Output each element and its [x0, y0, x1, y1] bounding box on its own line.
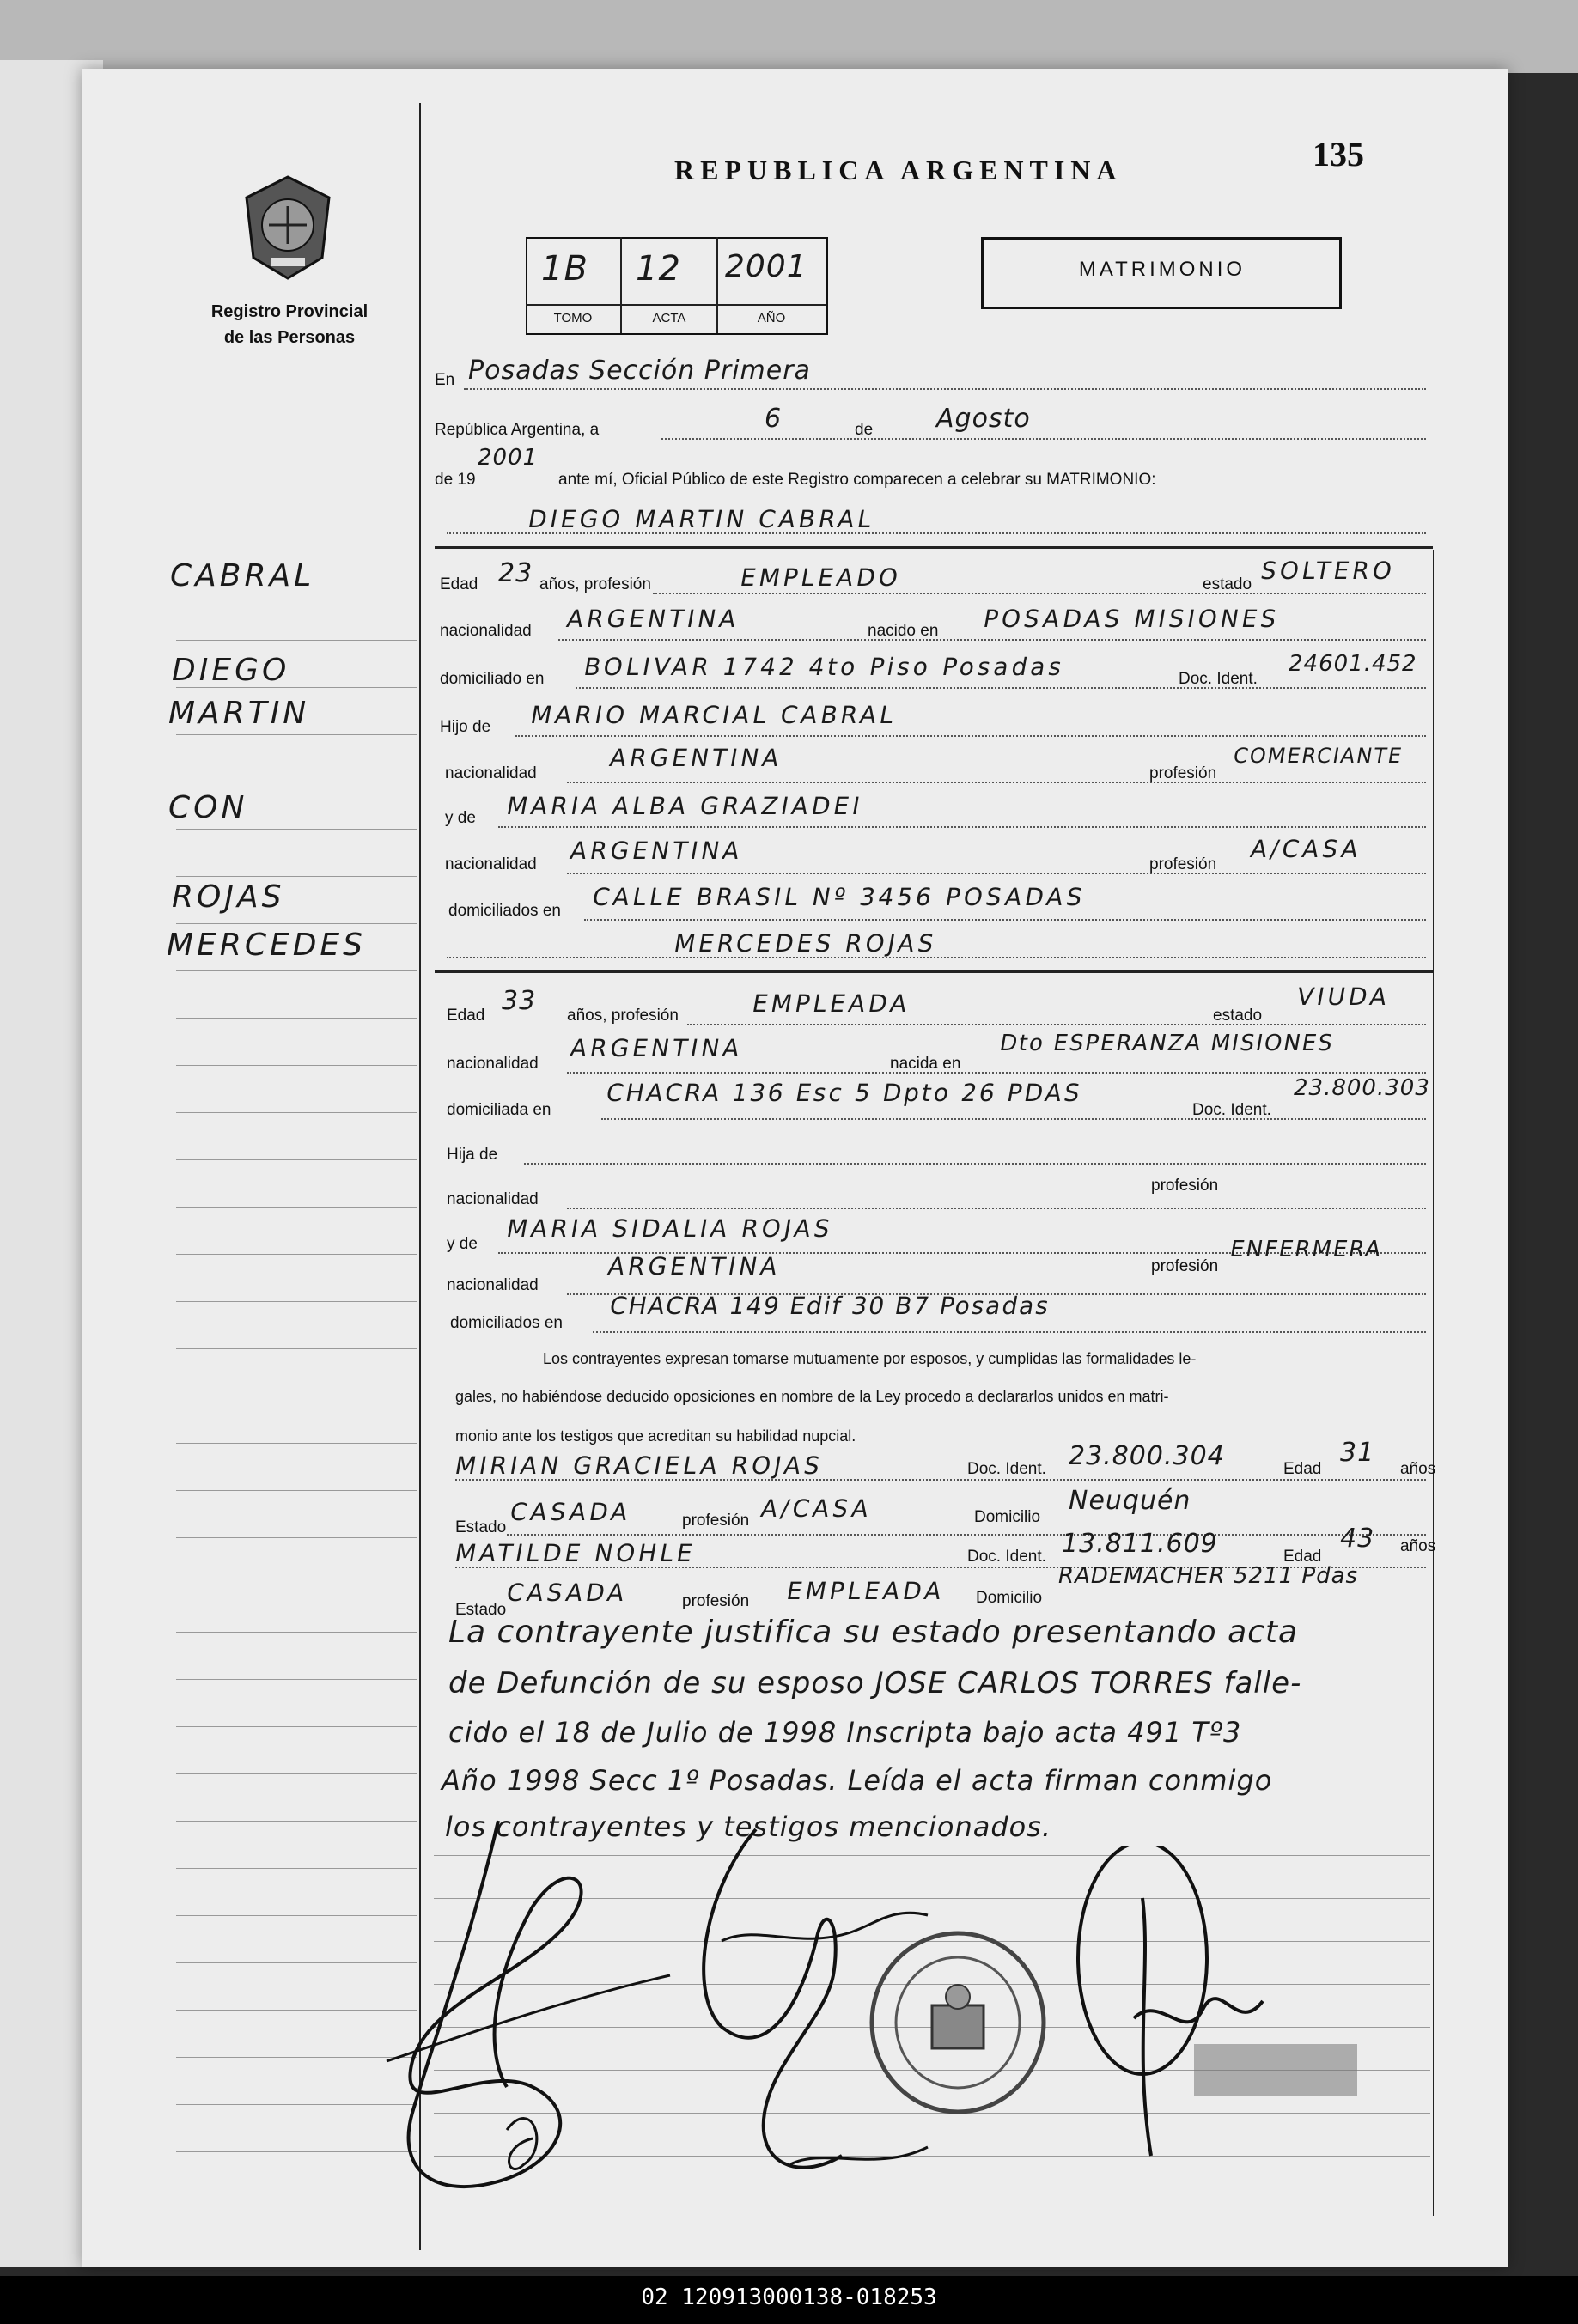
witness2-name: MATILDE NOHLE — [453, 1539, 698, 1567]
de-label: de — [855, 421, 874, 439]
bride-estado: VIUDA — [1295, 983, 1393, 1011]
fill-line — [567, 873, 1426, 874]
tomo-value: 1B — [541, 249, 588, 289]
registration-month: Agosto — [936, 404, 1031, 434]
margin-given-name: DIEGO — [172, 653, 290, 688]
witness2-prof-label: profesión — [682, 1592, 750, 1610]
margin-middle-name: MARTIN — [168, 696, 310, 731]
groom-full-name: DIEGO MARTIN CABRAL — [526, 505, 877, 533]
witness2-estado-label: Estado — [455, 1601, 507, 1619]
fill-line — [567, 1208, 1426, 1209]
witness1-estado: CASADA — [508, 1498, 634, 1526]
groom-father-prof: COMERCIANTE — [1231, 744, 1405, 768]
notes-line1: La contrayente justifica su estado presentando acta — [448, 1615, 1299, 1650]
fill-line — [447, 957, 1426, 958]
groom-estado: SOLTERO — [1258, 557, 1398, 585]
registration-year: 2001 — [478, 445, 539, 471]
bride-mother-nat-label: nacionalidad — [447, 1276, 539, 1294]
groom-father-nat-label: nacionalidad — [445, 764, 537, 782]
fill-line — [515, 735, 1426, 737]
fill-line — [567, 1072, 1426, 1074]
bride-doc-label: Doc. Ident. — [1192, 1101, 1271, 1119]
witness2-domicile: RADEMACHER 5211 Pdas — [1058, 1563, 1359, 1589]
acta-label: ACTA — [652, 311, 686, 325]
bride-parents-address: CHACRA 149 Edif 30 B7 Posadas — [607, 1292, 1053, 1320]
bride-nationality-label: nacionalidad — [447, 1055, 539, 1073]
ano-value: 2001 — [725, 249, 807, 284]
margin-con: CON — [168, 790, 248, 825]
bride-doc: 23.800.303 — [1294, 1075, 1430, 1101]
official-seal-stamp — [863, 1928, 1052, 2117]
bride-mother-label: y de — [447, 1235, 478, 1253]
groom-nationality-label: nacionalidad — [440, 622, 532, 640]
fill-line — [498, 826, 1426, 828]
witness2-doc-label: Doc. Ident. — [967, 1548, 1046, 1566]
bride-profession-label: años, profesión — [567, 1007, 679, 1025]
groom-birthplace-label: nacido en — [868, 622, 939, 640]
groom-address: BOLIVAR 1742 4to Piso Posadas — [582, 653, 1068, 681]
fill-line — [593, 1331, 1426, 1333]
ano-label: AÑO — [757, 311, 786, 325]
book-binding-edge — [0, 0, 1578, 73]
witness1-profession: A/CASA — [759, 1494, 874, 1523]
margin-bride-name: MERCEDES — [167, 928, 367, 963]
fill-line — [524, 1163, 1426, 1165]
registry-name-line2: de las Personas — [223, 328, 356, 347]
witness1-doc: 23.800.304 — [1069, 1441, 1225, 1471]
bride-estado-label: estado — [1213, 1007, 1263, 1025]
republica-label: República Argentina, a — [435, 421, 600, 439]
bride-age: 33 — [502, 986, 537, 1016]
right-border — [1433, 550, 1434, 2216]
declaration-line3: monio ante los testigos que acreditan su habilidad nupcial. — [455, 1427, 856, 1445]
groom-father: MARIO MARCIAL CABRAL — [528, 701, 899, 729]
witness1-prof-label: profesión — [682, 1512, 750, 1530]
bride-birthplace: Dto ESPERANZA MISIONES — [997, 1031, 1337, 1056]
fill-line — [601, 1118, 1426, 1120]
groom-doc: 24601.452 — [1289, 651, 1417, 677]
witness2-estado: CASADA — [504, 1579, 631, 1607]
groom-age-label: Edad — [440, 575, 478, 593]
statement-text: ante mí, Oficial Público de este Registro comparecen a celebrar su MATRIMONIO: — [558, 471, 1156, 489]
witness1-doc-label: Doc. Ident. — [967, 1460, 1046, 1478]
bride-parents-address-label: domiciliados en — [450, 1314, 563, 1332]
groom-parents-address-label: domiciliados en — [448, 902, 561, 920]
witness2-anos-label: años — [1400, 1537, 1436, 1555]
fill-line — [558, 639, 1426, 641]
fill-line — [567, 782, 1426, 783]
provincial-crest-icon — [236, 172, 339, 283]
tomo-label: TOMO — [553, 311, 593, 325]
margin-surname: CABRAL — [170, 558, 315, 593]
declaration-line1: Los contrayentes expresan tomarse mutuamente por esposos, y cumplidas las formalidades le- — [543, 1350, 1197, 1367]
section-divider — [435, 546, 1433, 549]
groom-profession-label: años, profesión — [539, 575, 651, 593]
bride-full-name: MERCEDES ROJAS — [672, 929, 940, 958]
groom-mother-nat-label: nacionalidad — [445, 855, 537, 873]
scan-caption-bar — [0, 2276, 1578, 2324]
groom-mother-prof: A/CASA — [1248, 835, 1364, 863]
notes-line5: los contrayentes y testigos mencionados. — [445, 1810, 1052, 1843]
fill-line — [576, 687, 1426, 689]
fill-line — [464, 388, 1426, 390]
groom-age: 23 — [498, 558, 533, 588]
bride-age-label: Edad — [447, 1007, 485, 1025]
section-divider — [435, 970, 1433, 973]
declaration-line2: gales, no habiéndose deducido oposiciones en nombre de la Ley procedo a declararlos unidos en matri- — [455, 1388, 1169, 1405]
groom-father-prof-label: profesión — [1149, 764, 1217, 782]
notes-line3: cido el 18 de Julio de 1998 Inscripta bajo acta 491 Tº3 — [448, 1716, 1242, 1749]
margin-bride-surname: ROJAS — [172, 879, 285, 915]
de19-label: de 19 — [435, 471, 476, 489]
groom-mother-nat: ARGENTINA — [568, 837, 746, 865]
fill-line — [687, 1024, 1426, 1025]
fill-line — [455, 1479, 1426, 1481]
acta-value: 12 — [636, 249, 681, 289]
groom-mother-prof-label: profesión — [1149, 855, 1217, 873]
groom-address-label: domiciliado en — [440, 670, 545, 688]
groom-estado-label: estado — [1203, 575, 1252, 593]
bride-nationality: ARGENTINA — [568, 1034, 746, 1062]
bride-mother-prof: ENFERMERA — [1228, 1237, 1385, 1262]
registry-name-line1: Registro Provincial — [210, 302, 369, 321]
witness2-age-label: Edad — [1283, 1548, 1322, 1566]
witness2-age: 43 — [1340, 1524, 1375, 1554]
witness1-domicile-label: Domicilio — [974, 1508, 1041, 1526]
bride-mother-nat: ARGENTINA — [606, 1252, 783, 1281]
country-title: REPUBLICA ARGENTINA — [674, 155, 1123, 186]
fill-line — [507, 1534, 1426, 1536]
groom-profession: EMPLEADO — [738, 563, 904, 592]
witness1-name: MIRIAN GRACIELA ROJAS — [453, 1451, 826, 1480]
bride-address: CHACRA 136 Esc 5 Dpto 26 PDAS — [604, 1079, 1085, 1107]
groom-birthplace: POSADAS MISIONES — [981, 605, 1283, 633]
witness2-domicile-label: Domicilio — [976, 1589, 1043, 1607]
groom-doc-label: Doc. Ident. — [1179, 670, 1258, 688]
bride-father-nat-label: nacionalidad — [447, 1190, 539, 1208]
record-type: MATRIMONIO — [1078, 258, 1246, 281]
witness1-age-label: Edad — [1283, 1460, 1322, 1478]
witness2-profession: EMPLEADA — [784, 1577, 947, 1605]
bride-mother: MARIA SIDALIA ROJAS — [504, 1214, 836, 1243]
image-id: 02_120913000138-018253 — [641, 2284, 937, 2310]
fill-line — [584, 919, 1426, 921]
witness1-estado-label: Estado — [455, 1518, 507, 1536]
en-label: En — [435, 371, 455, 389]
registration-day: 6 — [765, 404, 783, 434]
groom-nationality: ARGENTINA — [564, 605, 742, 633]
bride-profession: EMPLEADA — [750, 989, 913, 1018]
bride-father-prof-label: profesión — [1151, 1177, 1219, 1195]
witness1-anos-label: años — [1400, 1460, 1436, 1478]
notes-line4: Año 1998 Secc 1º Posadas. Leída el acta firman conmigo — [442, 1764, 1273, 1797]
groom-father-label: Hijo de — [440, 718, 491, 736]
groom-father-nat: ARGENTINA — [607, 744, 785, 772]
registration-place: Posadas Sección Primera — [468, 356, 811, 386]
bride-address-label: domiciliada en — [447, 1101, 551, 1119]
fill-line — [653, 593, 1426, 594]
witness1-age: 31 — [1340, 1438, 1375, 1468]
fill-line — [447, 532, 1426, 534]
box-divider — [526, 304, 826, 306]
officer-signature — [1057, 1846, 1383, 2173]
bride-mother-prof-label: profesión — [1151, 1257, 1219, 1275]
page-number: 135 — [1313, 135, 1364, 173]
groom-mother-label: y de — [445, 809, 476, 827]
groom-parents-address: CALLE BRASIL Nº 3456 POSADAS — [590, 883, 1088, 911]
bride-birthplace-label: nacida en — [890, 1055, 961, 1073]
groom-signature — [361, 1804, 722, 2207]
groom-mother: MARIA ALBA GRAZIADEI — [504, 792, 866, 820]
bride-father-label: Hija de — [447, 1146, 498, 1164]
fill-line — [661, 438, 1426, 440]
witness1-domicile: Neuquén — [1069, 1486, 1191, 1516]
witness2-doc: 13.811.609 — [1062, 1529, 1218, 1559]
notes-line2: de Defunción de su esposo JOSE CARLOS TORRES falle- — [448, 1666, 1302, 1700]
